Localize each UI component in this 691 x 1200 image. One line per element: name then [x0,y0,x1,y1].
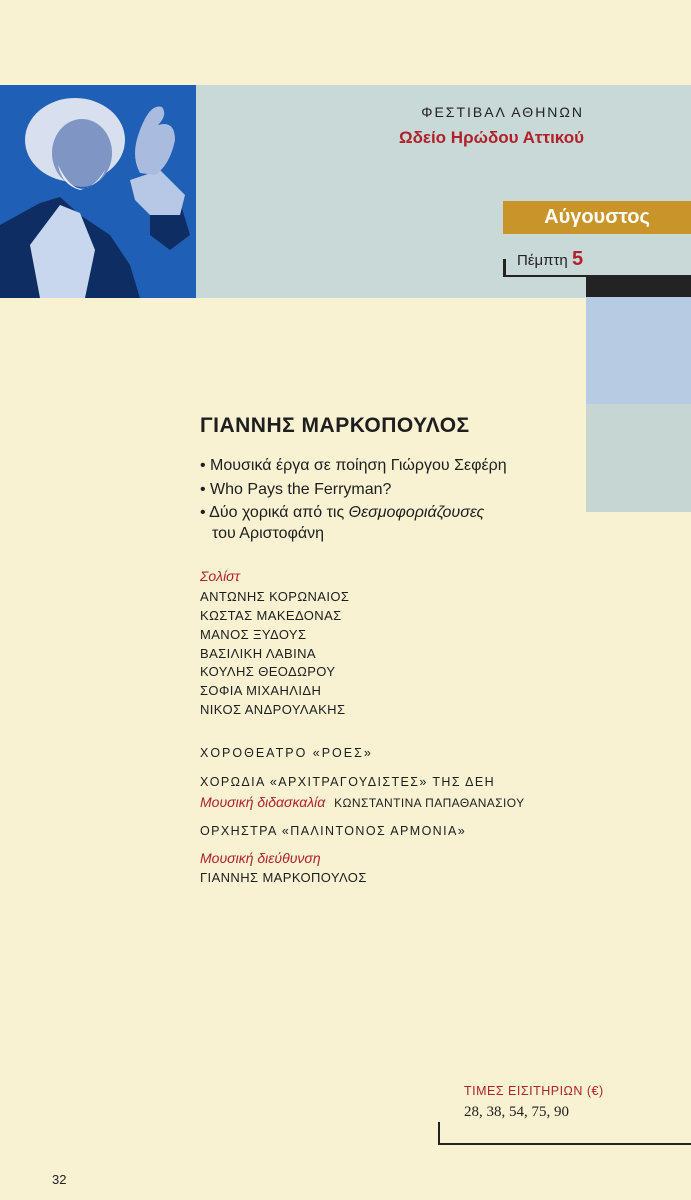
program-item-3-prefix: • Δύο χορικά από τις [200,504,349,521]
program-item-3 [200,504,484,522]
orchestra: ΟΡΧΗΣΤΡΑ «ΠΑΛΙΝΤΟΝΟΣ ΑΡΜΟΝΙΑ» [200,824,467,838]
choir-director-name: ΚΩΝΣΤΑΝΤΙΝΑ ΠΑΠΑΘΑΝΑΣΙΟΥ [334,796,525,810]
soloist-name: ΑΝΤΩΝΗΣ ΚΟΡΩΝΑΙΟΣ [200,589,350,604]
soloist-name: ΚΩΣΤΑΣ ΜΑΚΕΔΟΝΑΣ [200,608,342,623]
soloist-name: ΜΑΝΟΣ ΞΥΔΟΥΣ [200,627,307,642]
program-item-1: • Μουσικά έργα σε ποίηση Γιώργου Σεφέρη [200,457,507,474]
conductor-label: Μουσική διεύθυνση [200,850,321,866]
light-blue-block [586,297,691,404]
soloist-name: ΝΙΚΟΣ ΑΝΔΡΟΥΛΑΚΗΣ [200,702,346,717]
program-item-3-title: Θεσμοφοριάζουσες [348,504,485,521]
program-item-2: • Who Pays the Ferryman? [200,481,392,498]
choir: ΧΟΡΩΔΙΑ «ΑΡΧΙΤΡΑΓΟΥΔΙΣΤΕΣ» ΤΗΣ ΔΕΗ [200,775,496,789]
program-item-3-continuation: του Αριστοφάνη [212,525,325,542]
venue-name: Ωδείο Ηρώδου Αττικού [398,128,584,147]
teal-block [586,404,691,512]
soloist-name: ΣΟΦΙΑ ΜΙΧΑΗΛΙΔΗ [200,683,322,698]
festival-name: ΦΕΣΤΙΒΑΛ ΑΘΗΝΩΝ [421,104,584,120]
month-label: Αύγουστος [544,206,650,228]
month-bar [503,201,691,234]
prices-marker-line [438,1143,691,1145]
page-number: 32 [52,1172,67,1187]
conductor-silhouette-image [0,85,196,298]
composer-photo [0,85,196,298]
ticket-prices-values: 28, 38, 54, 75, 90 [464,1104,569,1120]
choir-director-line [200,794,525,812]
choir-director-label: Μουσική διδασκαλία [200,794,326,810]
composer-title: ΓΙΑΝΝΗΣ ΜΑΡΚΟΠΟΥΛΟΣ [200,414,470,437]
day-number: 5 [572,248,584,270]
soloists-label: Σολίστ [200,568,240,584]
soloist-name: ΚΟΥΛΗΣ ΘΕΟΔΩΡΟΥ [200,664,336,679]
weekday-label: Πέμπτη [517,252,568,269]
soloist-name: ΒΑΣΙΛΙΚΗ ΛΑΒΙΝΑ [200,646,316,661]
dance-theatre: ΧΟΡΟΘΕΑΤΡΟ «ΡΟΕΣ» [200,746,373,760]
prices-marker-tick [438,1122,440,1144]
day-marker-line [503,275,586,277]
conductor-name: ΓΙΑΝΝΗΣ ΜΑΡΚΟΠΟΥΛΟΣ [200,870,367,885]
dark-accent-bar [586,275,691,297]
ticket-prices-title: ΤΙΜΕΣ ΕΙΣΙΤΗΡΙΩΝ (€) [464,1084,604,1098]
